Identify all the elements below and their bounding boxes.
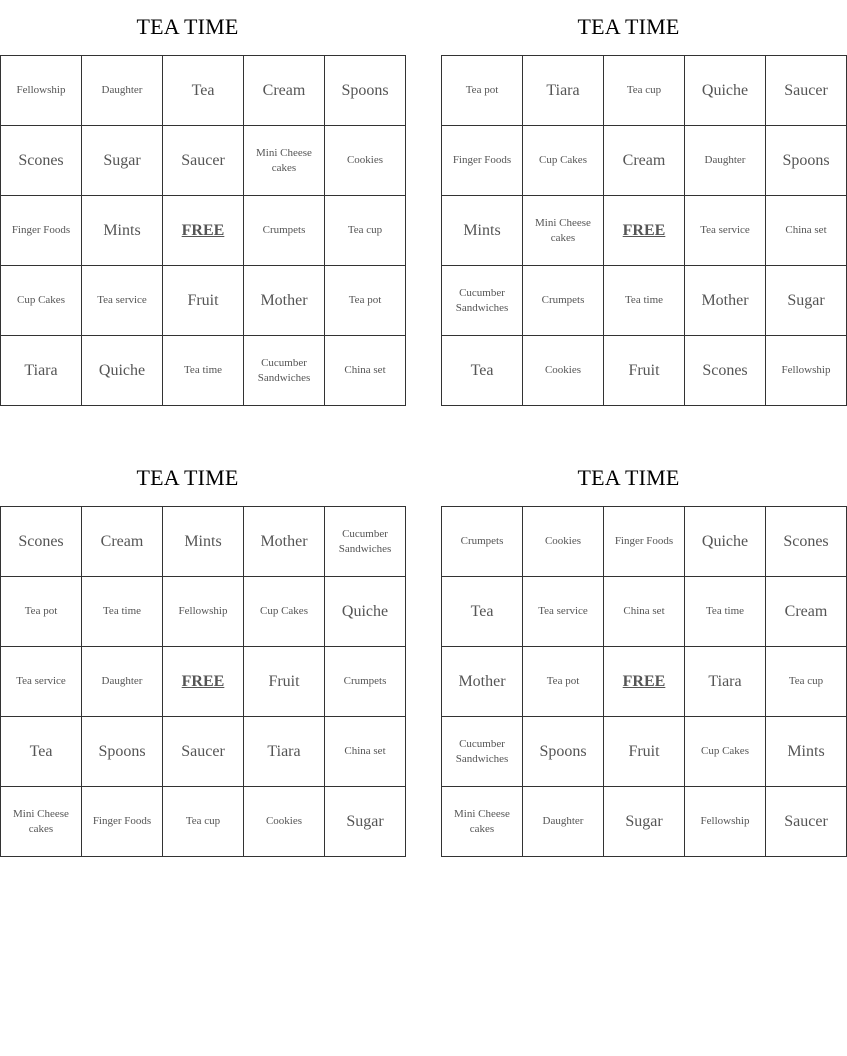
bingo-card-1 bbox=[0, 0, 389, 406]
bingo-cell: Cup Cakes bbox=[523, 126, 604, 196]
bingo-cell: Tea bbox=[163, 56, 244, 126]
grid-row bbox=[1, 266, 406, 336]
bingo-cell: Tea time bbox=[82, 577, 163, 647]
bingo-cell: Spoons bbox=[766, 126, 847, 196]
bingo-cell: Scones bbox=[685, 336, 766, 406]
bingo-cell: Sugar bbox=[82, 126, 163, 196]
bingo-cell: Crumpets bbox=[325, 647, 406, 717]
grid-row bbox=[1, 787, 406, 857]
bingo-cell: Fellowship bbox=[163, 577, 244, 647]
bingo-cell: Finger Foods bbox=[82, 787, 163, 857]
bingo-card-2 bbox=[441, 0, 831, 406]
grid-row bbox=[442, 56, 847, 126]
grid-row bbox=[442, 507, 847, 577]
grid-row bbox=[442, 196, 847, 266]
bingo-cell: Saucer bbox=[766, 56, 847, 126]
bingo-cell: Fruit bbox=[163, 266, 244, 336]
bingo-cell: Tea bbox=[442, 577, 523, 647]
bingo-cell: Quiche bbox=[325, 577, 406, 647]
bingo-cell: Mints bbox=[766, 717, 847, 787]
bingo-cell: Tea bbox=[1, 717, 82, 787]
bingo-grid bbox=[441, 55, 847, 406]
bingo-cell: Cup Cakes bbox=[685, 717, 766, 787]
bingo-cell: Saucer bbox=[163, 126, 244, 196]
bingo-cell: Scones bbox=[766, 507, 847, 577]
grid-row bbox=[442, 336, 847, 406]
bingo-cell: Fellowship bbox=[1, 56, 82, 126]
bingo-cell: Spoons bbox=[523, 717, 604, 787]
bingo-cell: Cookies bbox=[523, 507, 604, 577]
grid-row bbox=[1, 717, 406, 787]
bingo-cell: Mother bbox=[685, 266, 766, 336]
bingo-cell: Finger Foods bbox=[442, 126, 523, 196]
bingo-cell: Finger Foods bbox=[604, 507, 685, 577]
grid-row bbox=[442, 577, 847, 647]
grid-row bbox=[1, 56, 406, 126]
free-space-cell: FREE bbox=[604, 196, 685, 266]
bingo-cell: Sugar bbox=[766, 266, 847, 336]
bingo-cell: Mini Cheese cakes bbox=[442, 787, 523, 857]
bingo-cell: Tiara bbox=[685, 647, 766, 717]
free-space-cell: FREE bbox=[604, 647, 685, 717]
bingo-cell: Tea pot bbox=[523, 647, 604, 717]
bingo-cell: Daughter bbox=[82, 647, 163, 717]
bingo-cell: Fruit bbox=[244, 647, 325, 717]
grid-row bbox=[442, 787, 847, 857]
bingo-cell: Tea bbox=[442, 336, 523, 406]
bingo-cell: Tea pot bbox=[325, 266, 406, 336]
bingo-cell: Mints bbox=[163, 507, 244, 577]
bingo-cell: Cucumber Sandwiches bbox=[442, 717, 523, 787]
bingo-cell: Daughter bbox=[82, 56, 163, 126]
bingo-cell: Spoons bbox=[325, 56, 406, 126]
bingo-cell: Fruit bbox=[604, 717, 685, 787]
bingo-cell: Tea cup bbox=[604, 56, 685, 126]
grid-row bbox=[1, 126, 406, 196]
bingo-cell: Sugar bbox=[325, 787, 406, 857]
bingo-cell: Tea service bbox=[685, 196, 766, 266]
bingo-cell: Fellowship bbox=[685, 787, 766, 857]
grid-row bbox=[1, 336, 406, 406]
card-title: TEA TIME bbox=[577, 465, 680, 490]
bingo-cell: Tiara bbox=[1, 336, 82, 406]
bingo-cell: China set bbox=[325, 717, 406, 787]
bingo-cell: Tea time bbox=[685, 577, 766, 647]
bingo-cell: Crumpets bbox=[244, 196, 325, 266]
bingo-cell: Tea cup bbox=[325, 196, 406, 266]
bingo-cell: Tea service bbox=[523, 577, 604, 647]
bingo-cell: Crumpets bbox=[523, 266, 604, 336]
bingo-cell: Cream bbox=[244, 56, 325, 126]
bingo-cell: Daughter bbox=[685, 126, 766, 196]
bingo-cell: Daughter bbox=[523, 787, 604, 857]
bingo-cell: Saucer bbox=[163, 717, 244, 787]
grid-row bbox=[442, 266, 847, 336]
bingo-cell: Cream bbox=[604, 126, 685, 196]
bingo-cell: Mother bbox=[244, 266, 325, 336]
bingo-cell: Crumpets bbox=[442, 507, 523, 577]
bingo-cell: Cup Cakes bbox=[244, 577, 325, 647]
bingo-cell: Scones bbox=[1, 126, 82, 196]
card-title: TEA TIME bbox=[577, 14, 680, 39]
bingo-cell: Sugar bbox=[604, 787, 685, 857]
grid-row bbox=[442, 126, 847, 196]
bingo-card-3 bbox=[0, 451, 392, 857]
bingo-cell: Tea pot bbox=[442, 56, 523, 126]
bingo-cell: Quiche bbox=[685, 56, 766, 126]
bingo-cell: Cookies bbox=[523, 336, 604, 406]
bingo-cell: Cucumber Sandwiches bbox=[442, 266, 523, 336]
bingo-cell: Mini Cheese cakes bbox=[244, 126, 325, 196]
card-title: TEA TIME bbox=[136, 465, 239, 490]
bingo-cell: Tea cup bbox=[163, 787, 244, 857]
bingo-cell: Tea cup bbox=[766, 647, 847, 717]
grid-row bbox=[1, 196, 406, 266]
bingo-cell: China set bbox=[766, 196, 847, 266]
bingo-cell: China set bbox=[604, 577, 685, 647]
bingo-cell: Mini Cheese cakes bbox=[1, 787, 82, 857]
bingo-cell: Tea time bbox=[604, 266, 685, 336]
bingo-cell: Finger Foods bbox=[1, 196, 82, 266]
bingo-cell: Mints bbox=[442, 196, 523, 266]
grid-row bbox=[1, 647, 406, 717]
bingo-cell: Cucumber Sandwiches bbox=[244, 336, 325, 406]
bingo-cell: Spoons bbox=[82, 717, 163, 787]
grid-row bbox=[442, 717, 847, 787]
bingo-cell: Cookies bbox=[244, 787, 325, 857]
bingo-grid bbox=[441, 506, 847, 857]
bingo-cell: Cream bbox=[766, 577, 847, 647]
grid-row bbox=[1, 577, 406, 647]
bingo-cell: Mini Cheese cakes bbox=[523, 196, 604, 266]
bingo-cell: Quiche bbox=[685, 507, 766, 577]
bingo-cell: Mother bbox=[442, 647, 523, 717]
bingo-cell: Scones bbox=[1, 507, 82, 577]
bingo-cell: Tea service bbox=[82, 266, 163, 336]
bingo-grid bbox=[0, 55, 406, 406]
bingo-cell: Tea pot bbox=[1, 577, 82, 647]
bingo-cell: Mother bbox=[244, 507, 325, 577]
bingo-cell: Tea service bbox=[1, 647, 82, 717]
bingo-cell: Cream bbox=[82, 507, 163, 577]
bingo-cell: Tiara bbox=[244, 717, 325, 787]
bingo-cell: Cup Cakes bbox=[1, 266, 82, 336]
bingo-cell: Mints bbox=[82, 196, 163, 266]
bingo-cell: Quiche bbox=[82, 336, 163, 406]
bingo-cell: Fellowship bbox=[766, 336, 847, 406]
bingo-card-4 bbox=[441, 451, 829, 857]
bingo-cell: Tiara bbox=[523, 56, 604, 126]
grid-row bbox=[442, 647, 847, 717]
bingo-cell: Fruit bbox=[604, 336, 685, 406]
grid-row bbox=[1, 507, 406, 577]
bingo-cell: Cookies bbox=[325, 126, 406, 196]
card-title: TEA TIME bbox=[136, 14, 239, 39]
bingo-cell: Cucumber Sandwiches bbox=[325, 507, 406, 577]
free-space-cell: FREE bbox=[163, 647, 244, 717]
bingo-cell: Saucer bbox=[766, 787, 847, 857]
free-space-cell: FREE bbox=[163, 196, 244, 266]
bingo-cell: Tea time bbox=[163, 336, 244, 406]
bingo-grid bbox=[0, 506, 406, 857]
bingo-cell: China set bbox=[325, 336, 406, 406]
